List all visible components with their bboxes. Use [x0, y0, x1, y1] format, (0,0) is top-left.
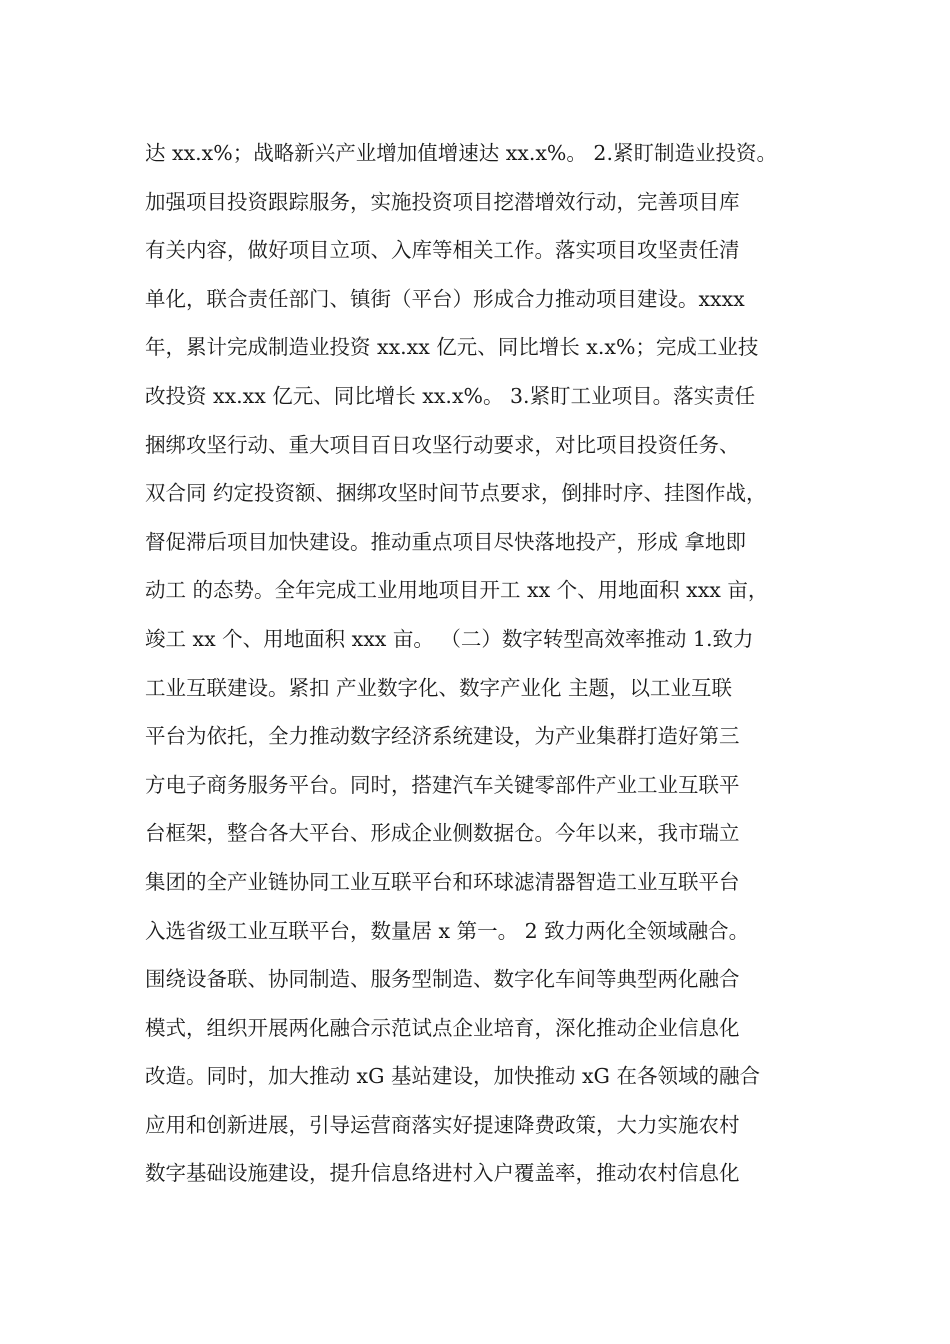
text-line: 有关内容，做好项目立项、入库等相关工作。落实项目攻坚责任清 — [145, 238, 740, 263]
document-body — [145, 129, 815, 1198]
text-line: 改投资 xx.xx 亿元、同比增长 xx.x%。 3.紧盯工业项目。落实责任 — [145, 383, 756, 408]
text-line: 加强项目投资跟踪服务，实施投资项目挖潜增效行动，完善项目库 — [145, 189, 740, 214]
text-line: 围绕设备联、协同制造、服务型制造、数字化车间等典型两化融合 — [145, 967, 740, 992]
text-line: 达 xx.x%；战略新兴产业增加值增速达 xx.x%。 2.紧盯制造业投资。 — [145, 141, 777, 165]
text-line: 方电子商务服务平台。同时，搭建汽车关键零部件产业工业互联平 — [145, 772, 740, 797]
text-line: 年，累计完成制造业投资 xx.xx 亿元、同比增长 x.x%；完成工业技 — [145, 335, 759, 360]
text-line: 模式，组织开展两化融合示范试点企业培育，深化推动企业信息化 — [145, 1015, 740, 1040]
text-line: 平台为依托，全力推动数字经济系统建设，为产业集群打造好第三 — [145, 724, 740, 749]
text-line: 应用和创新进展，引导运营商落实好提速降费政策，大力实施农村 — [145, 1112, 740, 1137]
text-line: 竣工 xx 个、用地面积 xxx 亩。 （二）数字转型高效率推动 1.致力 — [145, 626, 754, 651]
text-line: 双合同 约定投资额、捆绑攻坚时间节点要求，倒排时序、挂图作战， — [145, 481, 767, 506]
text-line: 动工 的态势。全年完成工业用地项目开工 xx 个、用地面积 xxx 亩， — [145, 578, 769, 603]
text-line: 数字基础设施建设，提升信息络进村入户覆盖率，推动农村信息化 — [145, 1161, 740, 1186]
text-line: 集团的全产业链协同工业互联平台和环球滤清器智造工业互联平台 — [145, 869, 740, 894]
text-line: 改造。同时，加大推动 xG 基站建设，加快推动 xG 在各领域的融合 — [145, 1064, 760, 1089]
text-line: 工业互联建设。紧扣 产业数字化、数字产业化 主题，以工业互联 — [145, 675, 733, 700]
text-line: 台框架，整合各大平台、形成企业侧数据仓。今年以来，我市瑞立 — [145, 821, 740, 846]
text-line: 捆绑攻坚行动、重大项目百日攻坚行动要求，对比项目投资任务、 — [145, 432, 740, 457]
text-line: 督促滞后项目加快建设。推动重点项目尽快落地投产，形成 拿地即 — [145, 529, 747, 554]
text-line: 入选省级工业互联平台，数量居 x 第一。 2 致力两化全领域融合。 — [145, 918, 750, 943]
text-line: 单化，联合责任部门、镇街（平台）形成合力推动项目建设。xxxx — [145, 286, 745, 311]
